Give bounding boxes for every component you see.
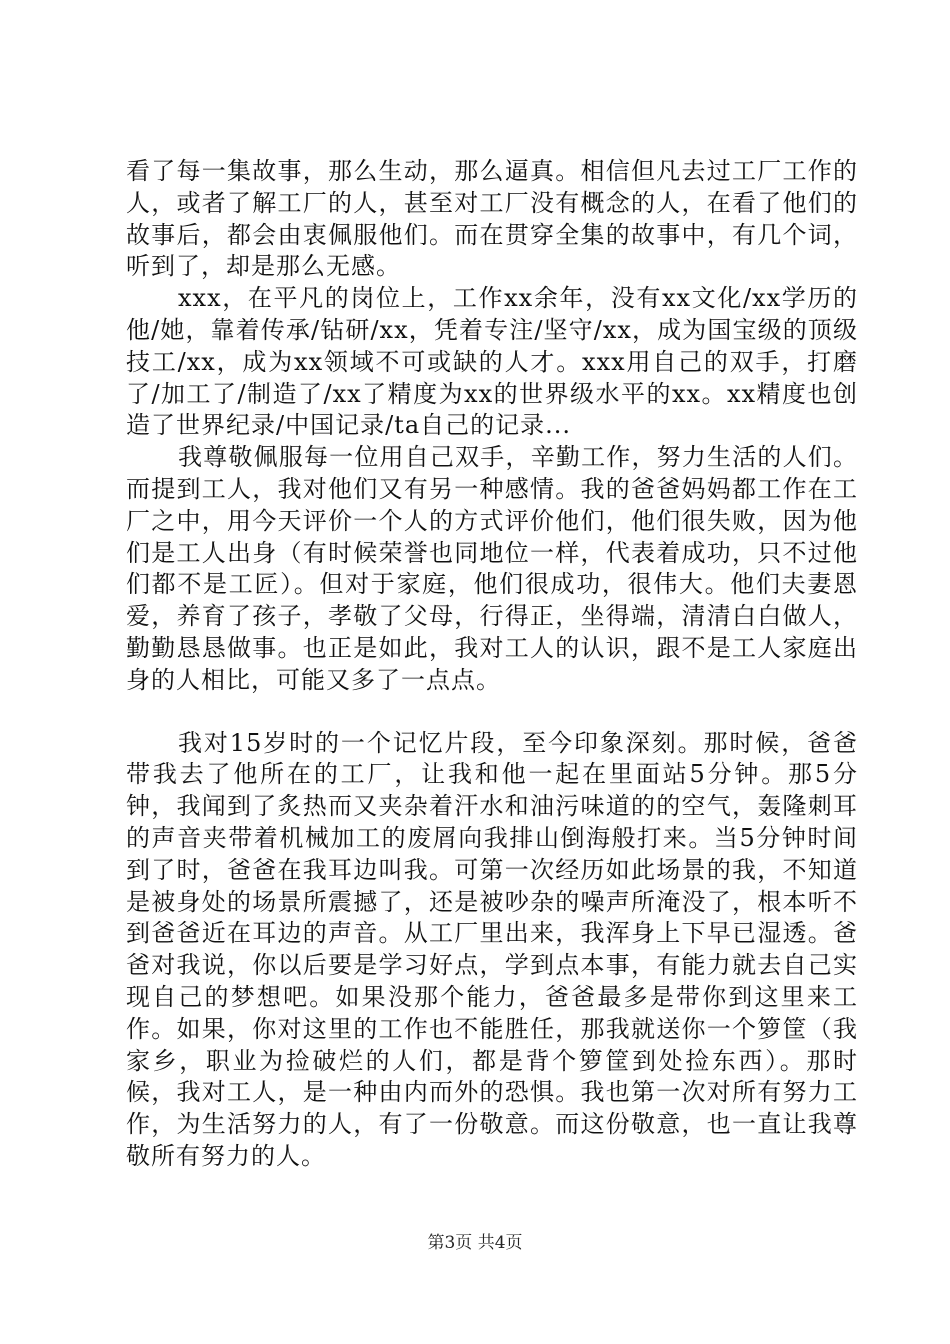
paragraph-continuation: 看了每一集故事，那么生动，那么逼真。相信但凡去过工厂工作的人，或者了解工厂的人，甚至对工厂没有概念的人，在看了他们的故事后，都会由衷佩服他们。而在贯穿全集的故事中，有几个词，听到了，却是那么无感。 (126, 157, 858, 281)
paragraph-gap (126, 697, 858, 728)
document-body (126, 156, 858, 1173)
paragraph-respect: 我尊敬佩服每一位用自己双手，辛勤工作，努力生活的人们。而提到工人，我对他们又有另一种感情。我的爸爸妈妈都工作在工厂之中，用今天评价一个人的方式评价他们，他们很失败，因为他们是工人出身（有时候荣誉也同地位一样，代表着成功，只不过他们都不是工匠）。但对于家庭，他们很成功，很伟大。他们夫妻恩爱，养育了孩子，孝敬了父母，行得正，坐得端，清清白白做人，勤勤恳恳做事。也正是如此，我对工人的认识，跟不是工人家庭出身的人相比，可能又多了一点点。 (126, 443, 858, 694)
paragraph-template: xxx，在平凡的岗位上，工作xx余年，没有xx文化/xx学历的他/她，靠着传承/钻研/xx，凭着专注/坚守/xx，成为国宝级的顶级技工/xx，成为xx领域不可或缺的人才。xxx用自己的双手，打磨了/加工了/制造了/xx了精度为xx的世界级水平的xx。xx精度也创造了世界纪录/中国记录/ta自己的记录... (126, 284, 858, 440)
page-number-footer: 第3页 共4页 (427, 1233, 523, 1253)
paragraph-memory: 我对15岁时的一个记忆片段，至今印象深刻。那时候，爸爸带我去了他所在的工厂，让我和他一起在里面站5分钟。那5分钟，我闻到了炙热而又夹杂着汗水和油污味道的的空气，轰隆刺耳的声音夹带着机械加工的废屑向我排山倒海般打来。当5分钟时间到了时，爸爸在我耳边叫我。可第一次经历如此场景的我，不知道是被身处的场景所震撼了，还是被吵杂的噪声所淹没了，根本听不到爸爸近在耳边的声音。从工厂里出来，我浑身上下早已湿透。爸爸对我说，你以后要是学习好点，学到点本事，有能力就去自己实现自己的梦想吧。如果没那个能力，爸爸最多是带你到这里来工作。如果，你对这里的工作也不能胜任，那我就送你一个箩筐（我家乡，职业为捡破烂的人们，都是背个箩筐到处捡东西）。那时候，我对工人，是一种由内而外的恐惧。我也第一次对所有努力工作，为生活努力的人，有了一份敬意。而这份敬意，也一直让我尊敬所有努力的人。 (126, 728, 858, 1170)
